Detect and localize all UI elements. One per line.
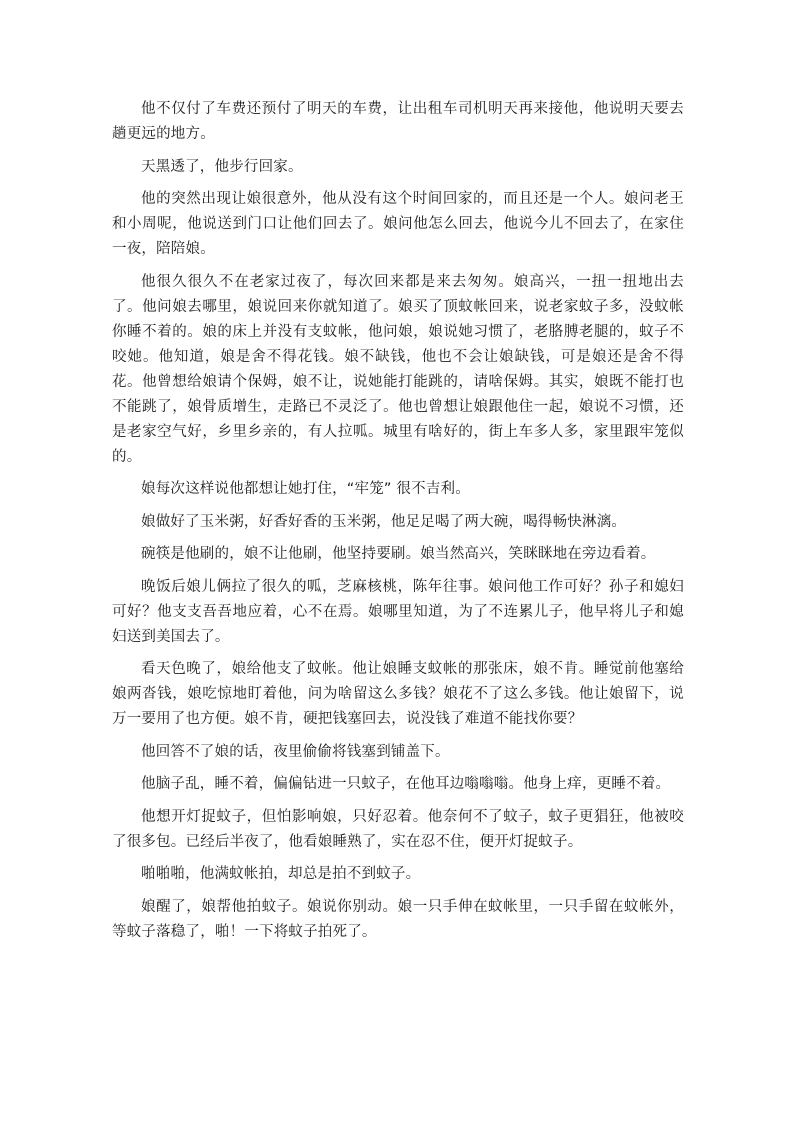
paragraph: 他不仅付了车费还预付了明天的车费，让出租车司机明天再来接他，他说明天要去趟更远的地方。 <box>112 101 684 142</box>
paragraph: 碗筷是他刷的，娘不让他刷，他坚持要刷。娘当然高兴，笑眯眯地在旁边看着。 <box>141 546 656 562</box>
paragraph: 他想开灯捉蚊子，但怕影响娘，只好忍着。他奈何不了蚊子，蚊子更猖狂，他被咬了很多包。已经后半夜了，他看娘睡熟了，实在忍不住，便开灯捉蚊子。 <box>112 808 684 850</box>
paragraph: 天黑透了，他步行回家。 <box>141 158 303 175</box>
paragraph: 娘做好了玉米粥，好香好香的玉米粥，他足足喝了两大碗，喝得畅快淋漓。 <box>141 513 627 530</box>
paragraph: 啪啪啪，他满蚊帐拍，却总是拍不到蚊子。 <box>141 866 421 882</box>
document-page <box>112 97 684 952</box>
paragraph: 看天色晚了，娘给他支了蚊帐。他让娘睡支蚊帐的那张床，娘不肯。睡觉前他塞给娘两沓钱，娘吃惊地盯着他，问为啥留这么多钱？娘花不了这么多钱。他让娘留下，说万一要用了也方便。娘不肯，硬把钱塞回去，说没钱了难道不能找你要？ <box>112 661 684 727</box>
paragraph: 他的突然出现让娘很意外，他从没有这个时间回家的，而且还是一个人。娘问老王和小周呢，他说送到门口让他们回去了。娘问他怎么回去，他说今儿不回去了，在家住一夜，陪陪娘。 <box>112 191 684 257</box>
paragraph: 晚饭后娘儿俩拉了很久的呱，芝麻核桃，陈年往事。娘问他工作可好？孙子和媳妇可好？他支支吾吾地应着，心不在焉。娘哪里知道，为了不连累儿子，他早将儿子和媳妇送到美国去了。 <box>112 578 684 645</box>
paragraph: 娘每次这样说他都想让她打住，“牢笼” 很不吉利。 <box>141 481 470 497</box>
paragraph: 他很久很久不在老家过夜了，每次回来都是来去匆匆。娘高兴，一扭一扭地出去了。他问娘去哪里，娘说回来你就知道了。娘买了顶蚊帐回来，说老家蚊子多，没蚊帐你睡不着的。娘的床上并没有支蚊帐，他问娘，娘说她习惯了，老胳膊老腿的，蚊子不咬她。他知道，娘是舍不得花钱。娘不缺钱，他也不会让娘缺钱，可是娘还是舍不得花。他曾想给娘请个保姆，娘不让，说她能打能跳的，请啥保姆。其实，娘既不能打也不能跳了，娘骨质增生，走路已不灵泛了。他也曾想让娘跟他住一起，娘说不习惯，还是老家空气好，乡里乡亲的，有人拉呱。城里有啥好的，街上车多人多，家里跟牢笼似的。 <box>112 273 684 465</box>
paragraph: 他脑子乱，睡不着，偏偏钻进一只蚊子，在他耳边嗡嗡嗡。他身上痒，更睡不着。 <box>141 776 671 792</box>
paragraph: 娘醒了，娘帮他拍蚊子。娘说你别动。娘一只手伸在蚊帐里，一只手留在蚊帐外，等蚊子落稳了，啪！一下将蚊子拍死了。 <box>112 898 684 940</box>
paragraph: 他回答不了娘的话，夜里偷偷将钱塞到铺盖下。 <box>141 743 450 760</box>
